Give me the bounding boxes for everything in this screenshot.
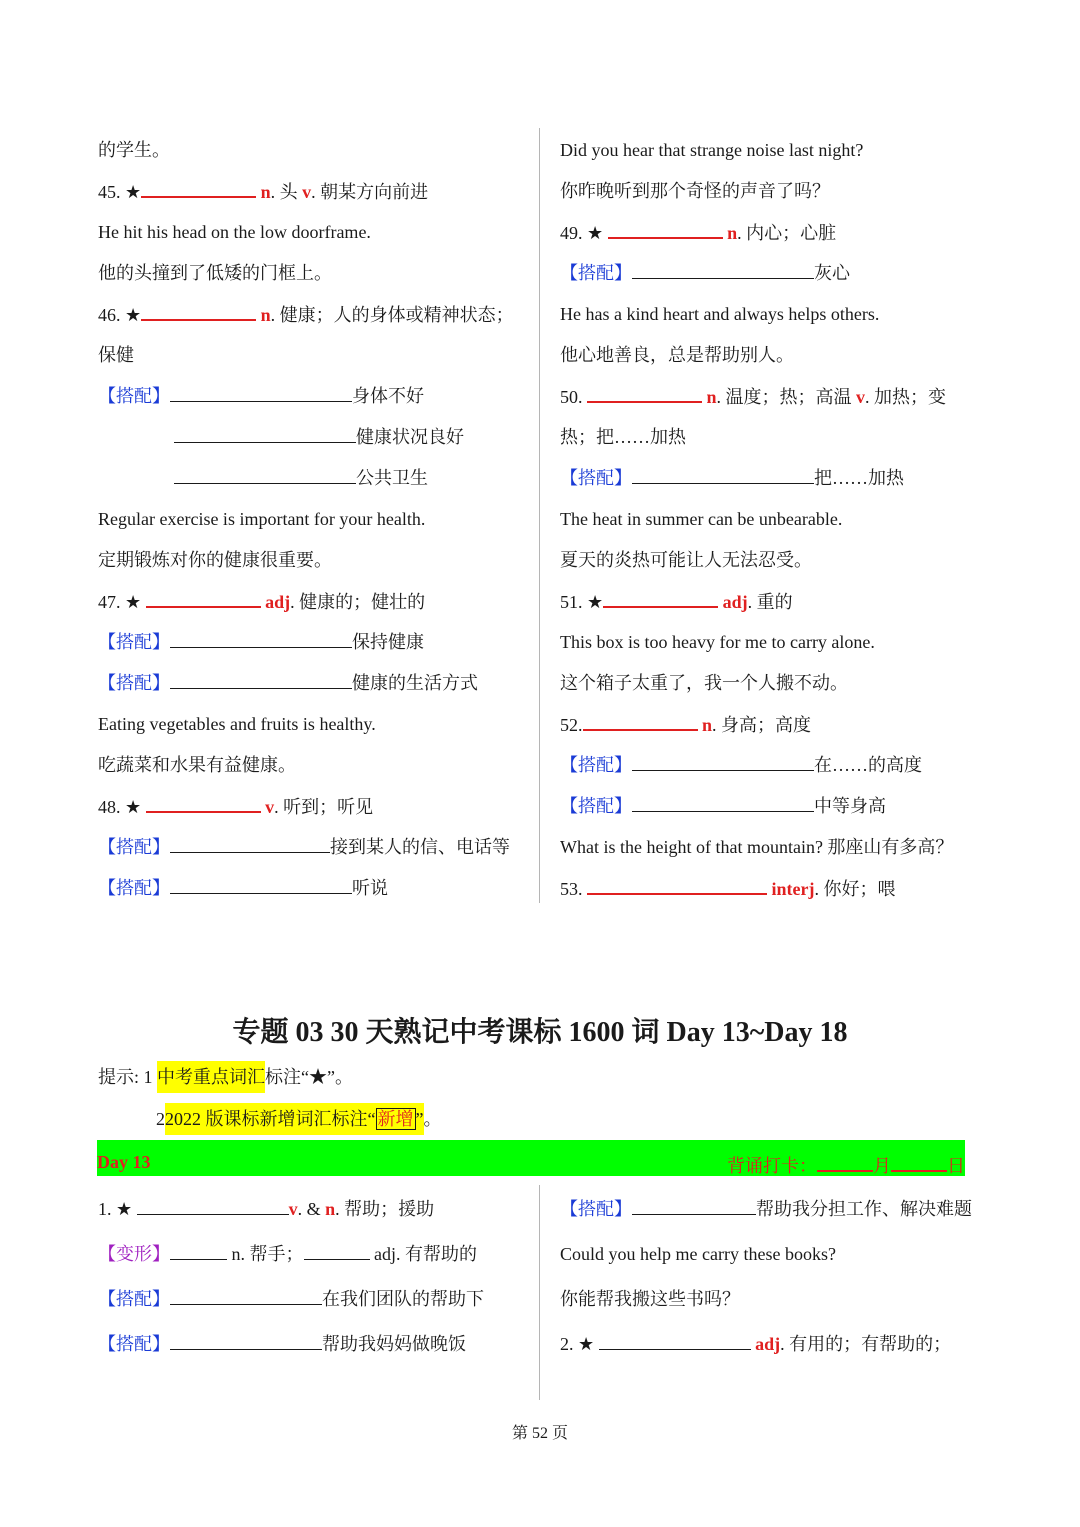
column-divider [539,1185,540,1400]
answer-blank[interactable] [174,467,356,484]
answer-blank[interactable] [146,795,261,813]
example-cn: 你能帮我搬这些书吗？ [560,1289,740,1309]
answer-blank[interactable] [587,385,702,403]
example-en: He has a kind heart and always helps others. [560,304,880,324]
answer-blank[interactable] [170,385,352,402]
collocation: 【搭配】 把……加热 [560,468,904,488]
tips-line-2: 22022 版课标新增词汇标注“ 新增 ”。 [156,1108,442,1130]
answer-blank[interactable] [583,713,698,731]
answer-blank[interactable] [137,1198,289,1215]
example-en: Regular exercise is important for your health. [98,509,426,529]
collocation: 【搭配】 身体不好 [98,386,424,406]
collocation: 【搭配】 接到某人的信、电话等 [98,837,510,857]
text-line: 的学生。 [98,140,170,160]
example-cn: 你昨晚听到那个奇怪的声音了吗？ [560,181,830,201]
example-en: What is the height of that mountain? 那座山有多高？ [560,837,954,857]
collocation: 公共卫生 [174,467,428,489]
example-en: This box is too heavy for me to carry alone. [560,632,875,652]
collocation: 【搭配】 听说 [98,878,388,898]
entry-53: 53. interj. 你好；喂 [560,879,896,899]
example-en: Did you hear that strange noise last night? [560,140,864,160]
example-cn: 夏天的炎热可能让人无法忍受。 [560,550,812,570]
collocation: 【搭配】 中等身高 [560,796,886,816]
example-cn: 吃蔬菜和水果有益健康。 [98,755,296,775]
answer-blank[interactable] [141,303,256,321]
entry-50-cont: 热；把……加热 [560,427,686,447]
entry-46-cont: 保健 [98,345,134,365]
answer-blank[interactable] [170,631,352,648]
answer-blank[interactable] [170,1333,322,1350]
entry-46: 46. ★ n. 健康；人的身体或精神状态； [98,305,514,325]
entry-51: 51. ★ adj. 重的 [560,592,793,612]
entry-50: 50. n. 温度；热；高温 v. 加热；变 [560,387,947,407]
answer-blank[interactable] [170,1288,322,1305]
example-cn: 他的头撞到了低矮的门框上。 [98,263,332,283]
answer-blank[interactable] [608,221,723,239]
answer-blank[interactable] [632,262,814,279]
variant: 【变形】 n. 帮手； adj. 有帮助的 [98,1244,477,1264]
answer-blank[interactable] [170,672,352,689]
example-en: The heat in summer can be unbearable. [560,509,843,529]
checkin-label: 背诵打卡： 月 日 [727,1156,965,1176]
answer-blank[interactable] [146,590,261,608]
page-number: 第 52 页 [511,1425,568,1442]
example-en: He hit his head on the low doorframe. [98,222,371,242]
tips-line-1: 提示: 1 中考重点词汇标注“★”。 [98,1066,353,1088]
entry-47: 47. ★ adj. 健康的；健壮的 [98,592,426,612]
column-divider [539,128,540,903]
example-cn: 定期锻炼对你的健康很重要。 [98,550,332,570]
entry-49: 49. ★ n. 内心；心脏 [560,223,837,243]
example-en: Eating vegetables and fruits is healthy. [98,714,376,734]
answer-blank[interactable] [632,754,814,771]
collocation: 【搭配】 灰心 [560,263,850,283]
answer-blank[interactable] [170,877,352,894]
answer-blank[interactable] [170,836,330,853]
answer-blank[interactable] [632,795,814,812]
example-en: Could you help me carry these books? [560,1244,836,1264]
collocation: 健康状况良好 [174,426,464,448]
answer-blank[interactable] [587,877,767,895]
day-blank[interactable] [891,1154,947,1172]
entry-52: 52. n. 身高；高度 [560,715,812,735]
collocation: 【搭配】 帮助我分担工作、解决难题 [560,1199,972,1219]
collocation: 【搭配】 保持健康 [98,632,424,652]
entry-48: 48. ★ v. 听到；听见 [98,797,374,817]
answer-blank[interactable] [632,467,814,484]
entry-45: 45. ★ n. 头 v. 朝某方向前进 [98,182,429,202]
example-cn: 他心地善良，总是帮助别人。 [560,345,794,365]
entry-2: 2. ★ adj. 有用的；有帮助的； [560,1334,952,1354]
answer-blank[interactable] [170,1243,227,1260]
collocation: 【搭配】 在我们团队的帮助下 [98,1289,484,1309]
page-title: 专题 03 30 天熟记中考课标 1600 词 Day 13~Day 18 [232,1017,848,1048]
answer-blank[interactable] [632,1198,756,1215]
answer-blank[interactable] [174,426,356,443]
example-cn: 这个箱子太重了，我一个人搬不动。 [560,673,848,693]
collocation: 【搭配】 在……的高度 [560,755,922,775]
day-label: Day 13 [97,1152,151,1172]
answer-blank[interactable] [141,180,256,198]
answer-blank[interactable] [603,590,718,608]
answer-blank[interactable] [304,1243,370,1260]
collocation: 【搭配】 帮助我妈妈做晚饭 [98,1334,466,1354]
entry-1: 1. ★ v. & n. 帮助；援助 [98,1199,435,1219]
day-bar [97,1140,965,1176]
collocation: 【搭配】 健康的生活方式 [98,673,478,693]
answer-blank[interactable] [599,1333,751,1350]
month-blank[interactable] [817,1154,873,1172]
